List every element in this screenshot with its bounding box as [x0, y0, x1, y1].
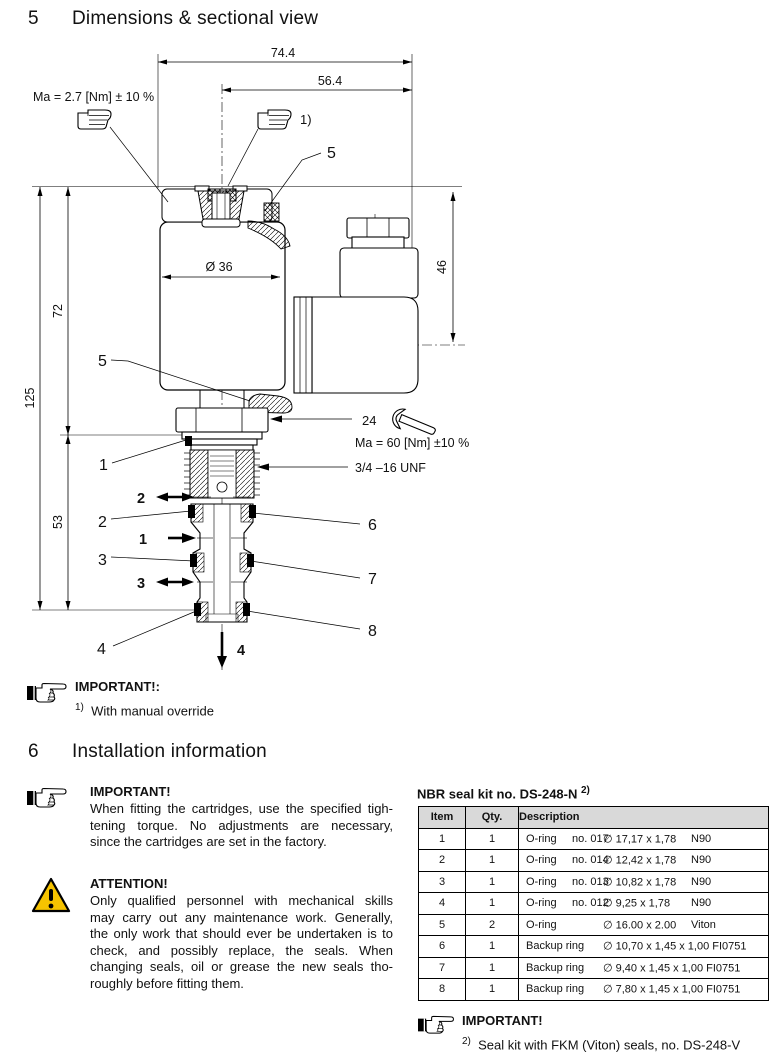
- table-row: [419, 914, 769, 936]
- section6-number: 6: [28, 741, 39, 762]
- desc-material: Viton: [691, 918, 716, 931]
- dimension-53: [51, 435, 71, 610]
- text-line: changing seals, oil or grease the new seals tho-: [90, 959, 393, 975]
- section6-title: Installation information: [72, 741, 267, 762]
- header-description: Description: [519, 807, 769, 829]
- svg-text:53: 53: [51, 515, 65, 529]
- wrench-annotation: [270, 407, 439, 437]
- seal-kit-title: [417, 785, 590, 801]
- svg-text:72: 72: [51, 304, 65, 318]
- cell-item: 6: [419, 936, 466, 958]
- svg-text:24: 24: [362, 413, 377, 428]
- callout-5-top: 5: [327, 145, 336, 162]
- warning-triangle-icon: [31, 877, 71, 914]
- cell-description: [519, 936, 769, 958]
- din-connector: [294, 218, 418, 393]
- desc-material: N90: [691, 897, 712, 910]
- seal-item1: [185, 436, 192, 446]
- port-1-arrow: [139, 532, 196, 548]
- desc-size: ∅ 10,70 x 1,45 x 1,00 FI0751: [603, 940, 747, 953]
- svg-text:3: 3: [136, 576, 146, 592]
- section5-number: 5: [28, 8, 39, 29]
- cell-item: 1: [419, 828, 466, 850]
- desc-name: O-ring: [526, 918, 557, 931]
- dimension-125: [23, 187, 43, 610]
- text-line: roughly before fitting them.: [90, 975, 244, 991]
- desc-name: Backup ring: [526, 961, 585, 974]
- manual-override-assembly: [162, 186, 272, 227]
- table-row: [419, 957, 769, 979]
- desc-name: O-ring: [526, 875, 557, 888]
- attention-text: [90, 893, 393, 993]
- cell-qty: 1: [466, 871, 519, 893]
- cell-description: [519, 850, 769, 872]
- desc-size: ∅ 12,42 x 1,78: [603, 854, 677, 867]
- seal-item7: [247, 554, 254, 567]
- cell-item: 3: [419, 871, 466, 893]
- svg-text:74.4: 74.4: [270, 46, 296, 60]
- table-row: [419, 893, 769, 915]
- cell-qty: 1: [466, 893, 519, 915]
- cell-description: [519, 871, 769, 893]
- override-note-title: IMPORTANT!:: [75, 679, 160, 694]
- desc-material: N90: [691, 832, 712, 845]
- text-line: the only work that should ever be undertaken is to: [90, 926, 393, 942]
- threaded-section: [184, 450, 260, 498]
- cell-item: 5: [419, 914, 466, 936]
- manicule-icon: [27, 785, 71, 811]
- dimension-74: [158, 46, 412, 65]
- desc-name: Backup ring: [526, 983, 585, 996]
- svg-text:56.4: 56.4: [317, 74, 343, 88]
- desc-size: ∅ 9,40 x 1,45 x 1,00 FI0751: [603, 962, 741, 975]
- table-row: [419, 850, 769, 872]
- fkm-note-text: Seal kit with FKM (Viton) seals, no. DS-248-V: [478, 1037, 741, 1053]
- override-note: [75, 700, 214, 720]
- desc-size: ∅ 10,82 x 1,78: [603, 876, 677, 889]
- important-title: IMPORTANT!: [90, 784, 171, 799]
- fkm-note: [462, 1034, 740, 1054]
- callout-2: 2: [98, 514, 107, 531]
- desc-material: N90: [691, 854, 712, 867]
- callout-6: 6: [368, 517, 377, 534]
- seal-kit-table: [418, 806, 769, 1001]
- desc-number: no. 013: [572, 875, 609, 888]
- svg-text:46: 46: [435, 260, 449, 274]
- svg-text:1: 1: [138, 532, 148, 548]
- svg-text:4: 4: [236, 643, 246, 659]
- cell-description: [519, 914, 769, 936]
- desc-name: O-ring: [526, 832, 557, 845]
- desc-size: ∅ 9,25 x 1,78: [603, 897, 671, 910]
- cell-description: [519, 957, 769, 979]
- cell-item: 8: [419, 979, 466, 1001]
- fkm-note-ref: 2): [462, 1036, 471, 1047]
- desc-number: no. 012: [572, 897, 609, 910]
- header-qty: Qty.: [466, 807, 519, 829]
- cell-description: [519, 828, 769, 850]
- torque-top-label: Ma = 2.7 [Nm] ± 10 %: [33, 90, 155, 104]
- text-line: When fitting the cartridges, use the specified tigh-: [90, 801, 393, 816]
- override-note-ref: 1): [75, 702, 84, 713]
- callout-7: 7: [368, 571, 377, 588]
- port-3-arrow: [137, 576, 194, 592]
- cell-qty: 1: [466, 828, 519, 850]
- desc-number: no. 017: [572, 832, 609, 845]
- cell-qty: 1: [466, 850, 519, 872]
- solenoid-coil-body: [160, 222, 285, 390]
- table-header-row: [419, 807, 769, 829]
- section5-title: Dimensions & sectional view: [72, 8, 319, 29]
- callout-1: 1: [99, 457, 108, 474]
- manicule-icon: [27, 680, 71, 706]
- desc-size: ∅ 16.00 x 2.00: [603, 919, 677, 932]
- svg-text:125: 125: [23, 387, 37, 409]
- dimension-46: [435, 192, 456, 342]
- seal-item3: [190, 554, 197, 567]
- text-line: tening torque. No adjustments are necessary,: [90, 817, 393, 833]
- cell-qty: 1: [466, 957, 519, 979]
- desc-size: ∅ 17,17 x 1,78: [603, 833, 677, 846]
- seal-item6: [249, 505, 256, 518]
- manicule-icon: [418, 1013, 458, 1037]
- desc-name: O-ring: [526, 854, 557, 867]
- override-note-text: With manual override: [91, 703, 214, 719]
- svg-text:2: 2: [136, 491, 146, 507]
- callout-3: 3: [98, 552, 107, 569]
- desc-name: Backup ring: [526, 940, 585, 953]
- torque-main-label: Ma = 60 [Nm] ±10 %: [355, 436, 470, 450]
- override-ref-label: 1): [300, 112, 312, 127]
- hand-icon-left: [78, 110, 111, 129]
- important-text: [90, 801, 393, 851]
- text-line: Only qualified personnel with mechanical skills: [90, 893, 393, 908]
- desc-name: O-ring: [526, 897, 557, 910]
- seal-item8: [243, 603, 250, 616]
- desc-number: no. 014: [572, 854, 609, 867]
- wrench-icon: [391, 407, 439, 437]
- dimension-56: [222, 74, 412, 93]
- seal-kit-title-text: NBR seal kit no. DS-248-N: [417, 786, 578, 802]
- cell-item: 4: [419, 893, 466, 915]
- cell-description: [519, 979, 769, 1001]
- callout-4: 4: [97, 641, 106, 658]
- svg-text:3/4 –16 UNF: 3/4 –16 UNF: [355, 461, 426, 475]
- port-2-arrow: [137, 491, 194, 507]
- svg-text:Ø 36: Ø 36: [205, 260, 233, 274]
- text-line: check, and possibly replace, the seals. When: [90, 942, 393, 958]
- cell-qty: 1: [466, 979, 519, 1001]
- port-4-arrow: [217, 632, 245, 668]
- attention-title: ATTENTION!: [90, 876, 168, 891]
- callout-5-bottom: 5: [98, 353, 107, 370]
- cell-item: 7: [419, 957, 466, 979]
- table-row: [419, 936, 769, 958]
- text-line: may carry out any maintenance work. Generally,: [90, 909, 393, 925]
- cell-item: 2: [419, 850, 466, 872]
- cell-qty: 1: [466, 936, 519, 958]
- fkm-note-title: IMPORTANT!: [462, 1013, 543, 1028]
- thread-annotation: [257, 461, 426, 475]
- dimension-72: [51, 187, 71, 435]
- seal-kit-title-ref: 2): [581, 785, 590, 796]
- table-row: [419, 871, 769, 893]
- table-row: [419, 979, 769, 1001]
- table-row: [419, 828, 769, 850]
- desc-size: ∅ 7,80 x 1,45 x 1,00 FI0751: [603, 983, 741, 996]
- text-line: since the cartridges are set in the factory.: [90, 834, 327, 850]
- header-item: Item: [419, 807, 466, 829]
- desc-material: N90: [691, 875, 712, 888]
- callout-8: 8: [368, 623, 377, 640]
- cell-qty: 2: [466, 914, 519, 936]
- hand-icon-override: [258, 110, 291, 129]
- cell-description: [519, 893, 769, 915]
